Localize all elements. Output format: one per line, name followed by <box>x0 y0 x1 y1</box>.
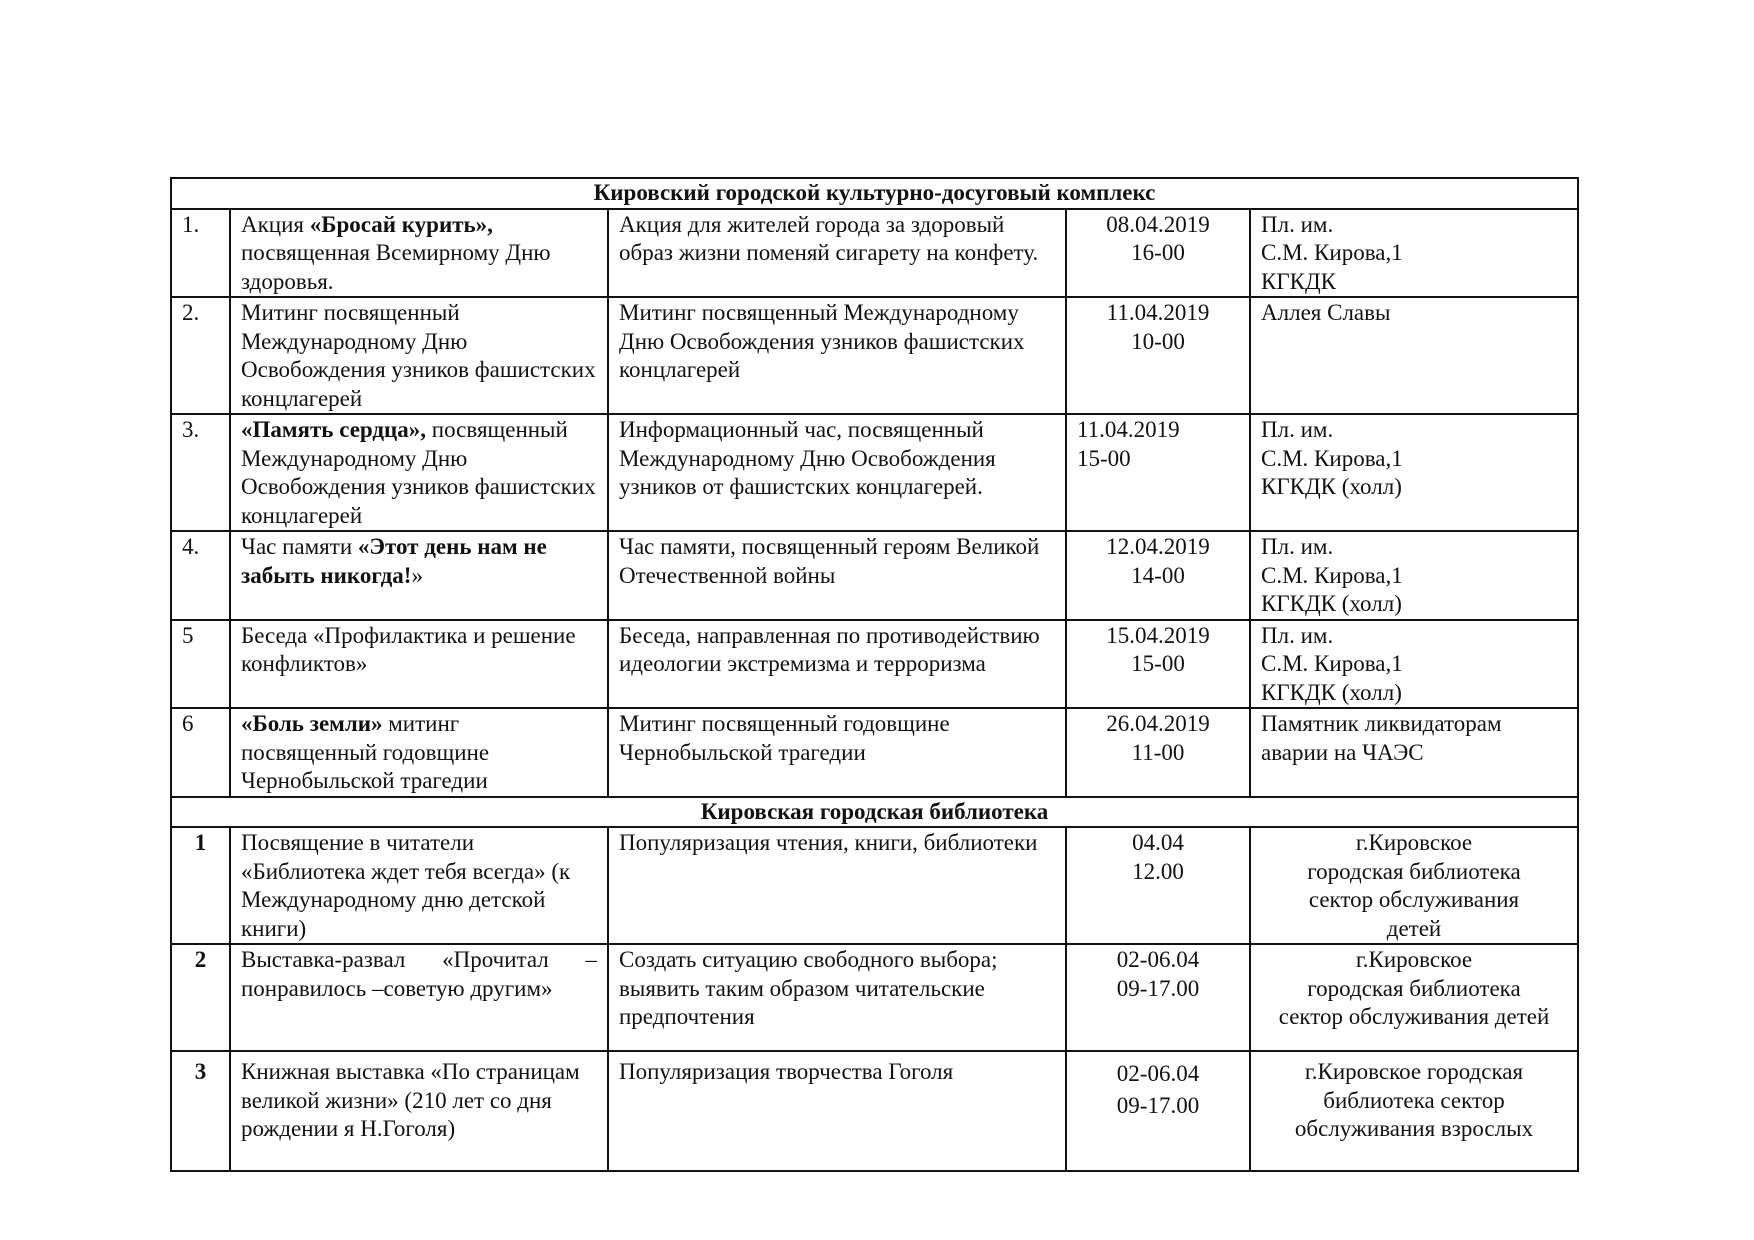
event-place <box>1250 620 1578 709</box>
table-row <box>171 209 1578 298</box>
event-date: 12.04.2019 <box>1106 534 1210 559</box>
event-date: 11.04.2019 <box>1077 417 1180 442</box>
event-datetime <box>1066 297 1250 414</box>
event-description: Популяризация творчества Гоголя <box>608 1051 1066 1171</box>
table-row <box>171 827 1578 944</box>
place-line: сектор обслуживания <box>1308 887 1520 912</box>
table-row <box>171 944 1578 1051</box>
event-name <box>230 944 608 1051</box>
event-name <box>230 209 608 298</box>
place-line: Пл. им. <box>1261 534 1334 559</box>
place-line: г.Кировское <box>1355 830 1473 855</box>
event-time: 15-00 <box>1131 651 1185 676</box>
place-line: КГКДК <box>1261 268 1337 294</box>
event-place <box>1250 209 1578 298</box>
event-name <box>230 827 608 944</box>
event-place <box>1250 708 1578 797</box>
place-line: сектор обслуживания детей <box>1278 1004 1550 1029</box>
event-place <box>1250 944 1578 1051</box>
section-header-library <box>171 797 1578 828</box>
event-time: 11-00 <box>1131 739 1185 765</box>
table-row <box>171 708 1578 797</box>
event-time: 09-17.00 <box>1116 975 1200 1001</box>
place-line: С.М. Кирова,1 <box>1261 651 1403 676</box>
event-name <box>230 620 608 709</box>
event-datetime <box>1066 620 1250 709</box>
event-date: 11.04.2019 <box>1106 300 1210 325</box>
event-time: 15-00 <box>1077 445 1131 471</box>
row-number: 2. <box>171 297 230 414</box>
row-number: 5 <box>171 620 230 709</box>
place-line: С.М. Кирова,1 <box>1261 240 1403 265</box>
event-name <box>230 708 608 797</box>
event-name-text: Выставка-развал «Прочитал – понравилось –советую другим» <box>241 947 597 1001</box>
event-datetime <box>1066 414 1250 531</box>
event-place <box>1250 531 1578 620</box>
section-title: Кировская городская библиотека <box>171 797 1578 828</box>
event-name <box>230 531 608 620</box>
event-datetime <box>1066 1051 1250 1171</box>
row-number: 1. <box>171 209 230 298</box>
event-name-text: Час памяти <box>241 534 358 559</box>
event-name-text: » <box>411 562 423 588</box>
event-name-text: Акция <box>241 211 310 237</box>
row-number: 6 <box>171 708 230 797</box>
place-line: г.Кировское <box>1355 947 1473 972</box>
event-date: 15.04.2019 <box>1106 622 1210 648</box>
event-date: 02-06.04 <box>1116 947 1200 972</box>
event-datetime <box>1066 209 1250 298</box>
row-number: 3 <box>171 1051 230 1171</box>
event-datetime <box>1066 531 1250 620</box>
event-description: Акция для жителей города за здоровый образ жизни поменяй сигарету на конфету. <box>608 209 1066 298</box>
section-title: Кировский городской культурно-досуговый комплекс <box>171 178 1578 209</box>
event-place <box>1250 297 1578 414</box>
event-name-text: Посвящение в читатели «Библиотека ждет тебя всегда» (к Международному дню детской книги) <box>241 830 571 941</box>
event-description: Популяризация чтения, книги, библиотеки <box>608 827 1066 944</box>
place-line: Памятник ликвидаторам <box>1261 711 1502 736</box>
event-place <box>1250 414 1578 531</box>
row-number: 1 <box>171 827 230 944</box>
event-description: Беседа, направленная по противодействию идеологии экстремизма и терроризма <box>608 620 1066 709</box>
event-date: 02-06.04 <box>1116 1061 1200 1086</box>
event-name-text: митинг посвященный годовщине Чернобыльской трагедии <box>241 711 490 793</box>
section-header-kgkdk <box>171 178 1578 209</box>
table-row <box>171 531 1578 620</box>
event-place <box>1250 1051 1578 1171</box>
place-line: Аллея Славы <box>1261 300 1391 325</box>
place-line: КГКДК (холл) <box>1261 591 1402 616</box>
table-row <box>171 1051 1578 1171</box>
event-description: Митинг посвященный Международному Дню Освобождения узников фашистских концлагерей <box>608 297 1066 414</box>
place-line: С.М. Кирова,1 <box>1261 562 1403 588</box>
event-time: 09-17.00 <box>1116 1093 1200 1118</box>
place-line: Пл. им. <box>1261 622 1334 648</box>
event-description: Час памяти, посвященный героям Великой Отечественной войны <box>608 531 1066 620</box>
table-row <box>171 414 1578 531</box>
event-place <box>1250 827 1578 944</box>
place-line: КГКДК (холл) <box>1261 679 1402 705</box>
event-name-text: Книжная выставка «По страницам великой жизни» (210 лет со дня рождении я Н.Гоголя) <box>241 1059 580 1141</box>
event-title-bold: «Бросай курить», <box>309 211 493 237</box>
place-line: детей <box>1386 915 1442 941</box>
event-time: 10-00 <box>1131 328 1185 354</box>
event-date: 26.04.2019 <box>1106 711 1210 736</box>
place-line: КГКДК (холл) <box>1261 474 1402 499</box>
row-number: 4. <box>171 531 230 620</box>
place-line: Пл. им. <box>1261 417 1334 442</box>
event-title-bold: «Боль земли» <box>241 711 383 736</box>
event-title-bold: «Память сердца», <box>241 417 427 442</box>
event-description: Митинг посвященный годовщине Чернобыльской трагедии <box>608 708 1066 797</box>
row-number: 3. <box>171 414 230 531</box>
place-line: обслуживания взрослых <box>1294 1116 1534 1141</box>
place-line: С.М. Кирова,1 <box>1261 445 1403 471</box>
event-name-text: посвященный Международному Дню Освобождения узников фашистских концлагерей <box>241 417 596 528</box>
event-description: Информационный час, посвященный Международному Дню Освобождения узников от фашистских концлагерей. <box>608 414 1066 531</box>
event-time: 14-00 <box>1131 562 1185 588</box>
row-number: 2 <box>171 944 230 1051</box>
event-time: 12.00 <box>1132 858 1184 884</box>
event-datetime <box>1066 708 1250 797</box>
event-name-text: Беседа «Профилактика и решение конфликтов» <box>241 622 576 676</box>
event-name <box>230 297 608 414</box>
event-date: 04.04 <box>1132 830 1184 855</box>
event-datetime <box>1066 944 1250 1051</box>
place-line: г.Кировское городская <box>1304 1059 1524 1084</box>
place-line: аварии на ЧАЭС <box>1261 739 1424 765</box>
event-time: 16-00 <box>1131 240 1185 265</box>
event-date: 08.04.2019 <box>1106 211 1210 237</box>
table-row <box>171 297 1578 414</box>
place-line: Пл. им. <box>1261 211 1334 237</box>
table-row <box>171 620 1578 709</box>
place-line: городская библиотека <box>1307 975 1521 1001</box>
event-datetime <box>1066 827 1250 944</box>
event-name <box>230 1051 608 1171</box>
event-title-bold: «Этот день нам не забыть никогда! <box>241 534 547 588</box>
event-name-text: посвященная Всемирному Дню здоровья. <box>241 240 551 294</box>
events-plan-table <box>170 177 1579 1172</box>
event-description: Создать ситуацию свободного выбора; выявить таким образом читательские предпочтения <box>608 944 1066 1051</box>
event-name-text: Митинг посвященный Международному Дню Освобождения узников фашистских концлагерей <box>241 300 596 411</box>
event-name <box>230 414 608 531</box>
place-line: городская библиотека <box>1307 858 1521 884</box>
place-line: библиотека сектор <box>1323 1087 1505 1113</box>
